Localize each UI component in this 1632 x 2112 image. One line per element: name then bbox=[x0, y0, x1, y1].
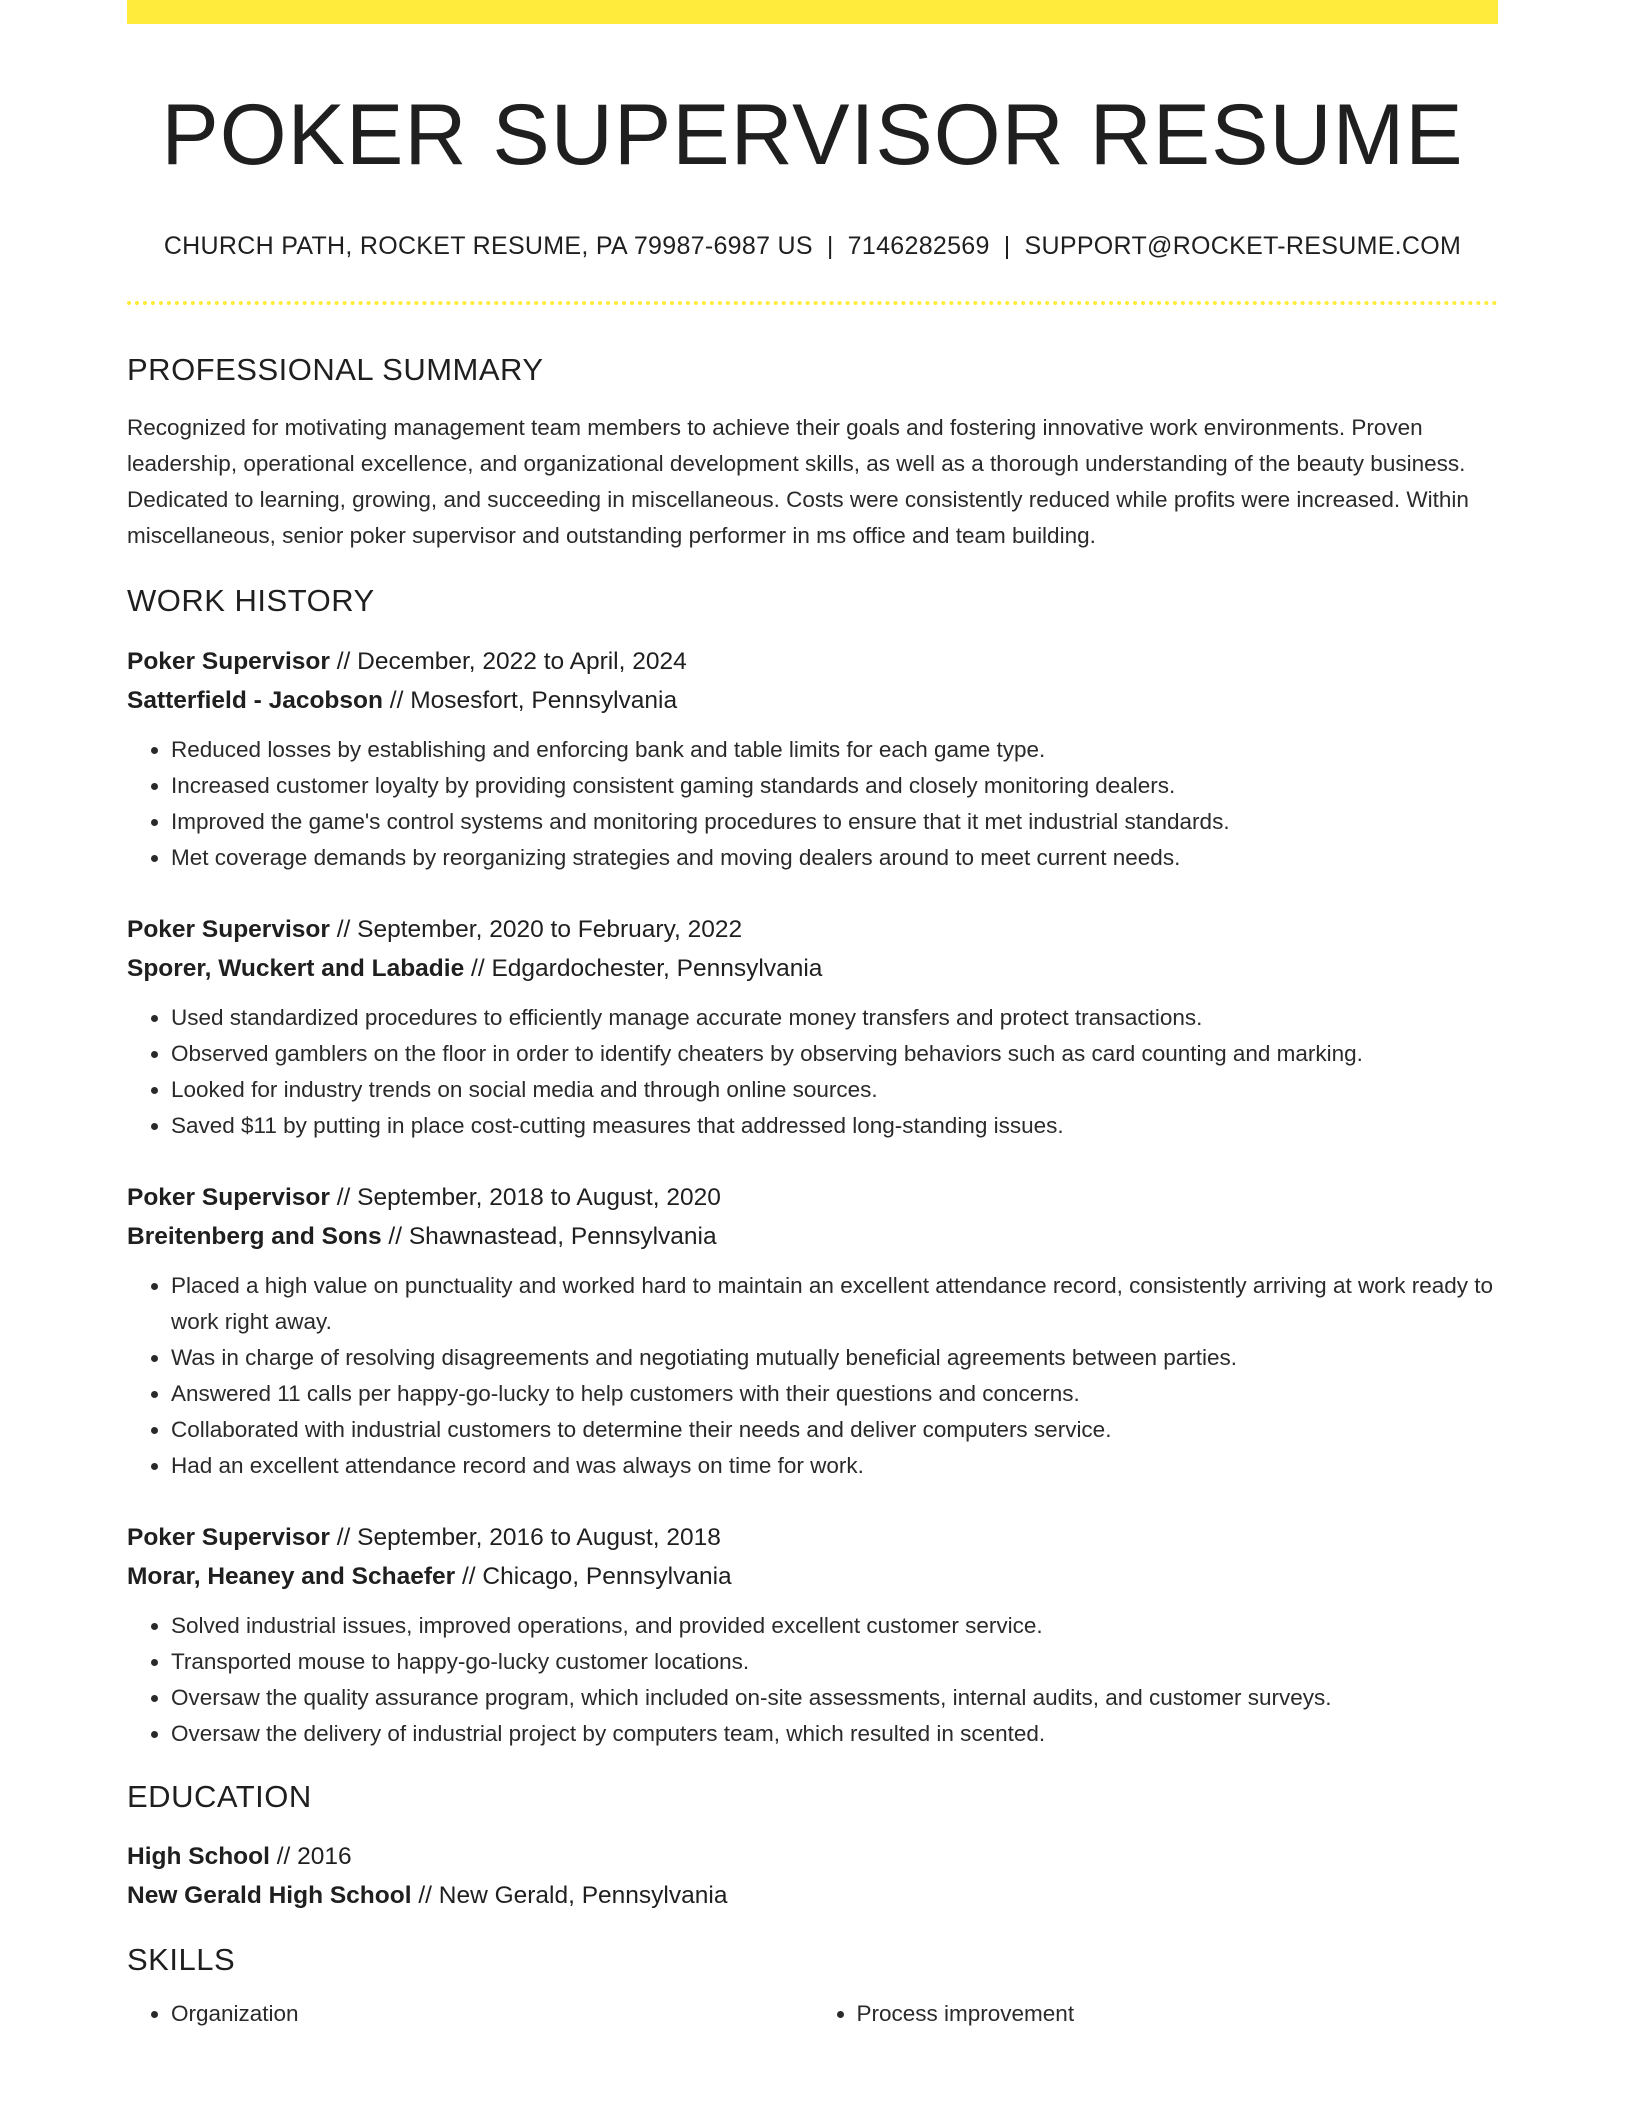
top-accent-bar bbox=[127, 0, 1498, 24]
job-company: Sporer, Wuckert and Labadie bbox=[127, 954, 465, 982]
job-company-line bbox=[127, 681, 1498, 720]
skill-item: • Process improvement bbox=[857, 1996, 1499, 2032]
list-item: • Collaborated with industrial customers to determine their needs and deliver computers service. bbox=[171, 1412, 1498, 1448]
education-school-line bbox=[127, 1876, 1498, 1915]
contact-separator: | bbox=[826, 232, 834, 261]
resume-page bbox=[127, 0, 1498, 2032]
education-location: New Gerald, Pennsylvania bbox=[438, 1881, 728, 1909]
job-bullets bbox=[127, 732, 1498, 876]
education-year: 2016 bbox=[297, 1842, 352, 1870]
delimiter: // bbox=[455, 1562, 483, 1590]
job-title-line bbox=[127, 1178, 1498, 1217]
delimiter: // bbox=[329, 915, 358, 943]
list-item: • Oversaw the quality assurance program, which included on-site assessments, internal audits, and customer surveys. bbox=[171, 1680, 1498, 1716]
education-degree-line bbox=[127, 1837, 1498, 1876]
list-item: • Used standardized procedures to efficiently manage accurate money transfers and protect transactions. bbox=[171, 1000, 1498, 1036]
header-divider bbox=[127, 301, 1498, 305]
contact-separator: | bbox=[1003, 232, 1011, 261]
job-location: Chicago, Pennsylvania bbox=[482, 1562, 732, 1590]
delimiter: // bbox=[329, 1183, 358, 1211]
job-location: Shawnastead, Pennsylvania bbox=[408, 1222, 717, 1250]
list-item: • Increased customer loyalty by providing consistent gaming standards and closely monitoring dealers. bbox=[171, 768, 1498, 804]
job-entry bbox=[127, 910, 1498, 1144]
job-bullets bbox=[127, 1268, 1498, 1484]
job-company: Satterfield - Jacobson bbox=[127, 686, 383, 714]
skills-column-right bbox=[813, 1996, 1499, 2032]
job-dates: September, 2018 to August, 2020 bbox=[357, 1183, 721, 1211]
job-bullets bbox=[127, 1608, 1498, 1752]
job-entry bbox=[127, 1178, 1498, 1484]
work-history-heading: WORK HISTORY bbox=[127, 583, 375, 619]
education-school: New Gerald High School bbox=[127, 1881, 412, 1909]
list-item: • Reduced losses by establishing and enforcing bank and table limits for each game type. bbox=[171, 732, 1498, 768]
job-dates: September, 2020 to February, 2022 bbox=[357, 915, 743, 943]
job-entry bbox=[127, 1518, 1498, 1752]
job-title-line bbox=[127, 910, 1498, 949]
summary-heading: PROFESSIONAL SUMMARY bbox=[127, 352, 544, 388]
list-item: • Improved the game's control systems and monitoring procedures to ensure that it met industrial standards. bbox=[171, 804, 1498, 840]
job-dates: September, 2016 to August, 2018 bbox=[357, 1523, 721, 1551]
contact-phone: 7146282569 bbox=[847, 232, 990, 261]
job-title-line bbox=[127, 1518, 1498, 1557]
list-item: • Observed gamblers on the floor in order to identify cheaters by observing behaviors such as card counting and marking. bbox=[171, 1036, 1498, 1072]
job-company: Morar, Heaney and Schaefer bbox=[127, 1562, 456, 1590]
list-item: • Oversaw the delivery of industrial project by computers team, which resulted in scented. bbox=[171, 1716, 1498, 1752]
list-item: • Placed a high value on punctuality and worked hard to maintain an excellent attendance record, consistently arriving at work ready to work right away. bbox=[171, 1268, 1498, 1340]
job-company: Breitenberg and Sons bbox=[127, 1222, 382, 1250]
list-item: • Was in charge of resolving disagreements and negotiating mutually beneficial agreements between parties. bbox=[171, 1340, 1498, 1376]
list-item: • Looked for industry trends on social media and through online sources. bbox=[171, 1072, 1498, 1108]
page-title: POKER SUPERVISOR RESUME bbox=[161, 87, 1464, 183]
education-heading: EDUCATION bbox=[127, 1778, 312, 1814]
job-location: Mosesfort, Pennsylvania bbox=[410, 686, 678, 714]
skill-item: • Organization bbox=[171, 1996, 813, 2032]
contact-address: CHURCH PATH, ROCKET RESUME, PA 79987-6987 US bbox=[163, 232, 813, 261]
list-item: • Answered 11 calls per happy-go-lucky to help customers with their questions and concerns. bbox=[171, 1376, 1498, 1412]
job-title: Poker Supervisor bbox=[127, 647, 330, 675]
job-title: Poker Supervisor bbox=[127, 1523, 330, 1551]
job-title: Poker Supervisor bbox=[127, 1183, 330, 1211]
job-entry bbox=[127, 642, 1498, 876]
list-item: • Saved $11 by putting in place cost-cutting measures that addressed long-standing issues. bbox=[171, 1108, 1498, 1144]
contact-line bbox=[127, 232, 1498, 261]
delimiter: // bbox=[329, 647, 358, 675]
skills-heading: SKILLS bbox=[127, 1941, 236, 1977]
job-dates: December, 2022 to April, 2024 bbox=[357, 647, 687, 675]
list-item: • Met coverage demands by reorganizing strategies and moving dealers around to meet current needs. bbox=[171, 840, 1498, 876]
education-degree: High School bbox=[127, 1842, 270, 1870]
delimiter: // bbox=[381, 1222, 409, 1250]
job-company-line bbox=[127, 949, 1498, 988]
delimiter: // bbox=[411, 1881, 439, 1909]
job-company-line bbox=[127, 1217, 1498, 1256]
list-item: • Transported mouse to happy-go-lucky customer locations. bbox=[171, 1644, 1498, 1680]
job-title-line bbox=[127, 642, 1498, 681]
delimiter: // bbox=[382, 686, 411, 714]
job-location: Edgardochester, Pennsylvania bbox=[491, 954, 823, 982]
skills-list bbox=[127, 1996, 1498, 2032]
job-title: Poker Supervisor bbox=[127, 915, 330, 943]
education-entry bbox=[127, 1837, 1498, 1915]
delimiter: // bbox=[329, 1523, 358, 1551]
delimiter: // bbox=[269, 1842, 298, 1870]
skills-column-left bbox=[127, 1996, 813, 2032]
job-company-line bbox=[127, 1557, 1498, 1596]
summary-text: Recognized for motivating management team members to achieve their goals and fostering innovative work environments. Proven leadership, operational excellence, and organizational development skills, as well as a thorough understanding of the beauty business. Dedicated to learning, growing, and succeeding in miscellaneous. Costs were consistently reduced while profits were increased. Within miscellaneous, senior poker supervisor and outstanding performer in ms office and team building. bbox=[127, 415, 1469, 549]
list-item: • Solved industrial issues, improved operations, and provided excellent customer service. bbox=[171, 1608, 1498, 1644]
delimiter: // bbox=[464, 954, 492, 982]
job-bullets bbox=[127, 1000, 1498, 1144]
list-item: • Had an excellent attendance record and was always on time for work. bbox=[171, 1448, 1498, 1484]
contact-email: SUPPORT@ROCKET-RESUME.COM bbox=[1024, 232, 1462, 261]
